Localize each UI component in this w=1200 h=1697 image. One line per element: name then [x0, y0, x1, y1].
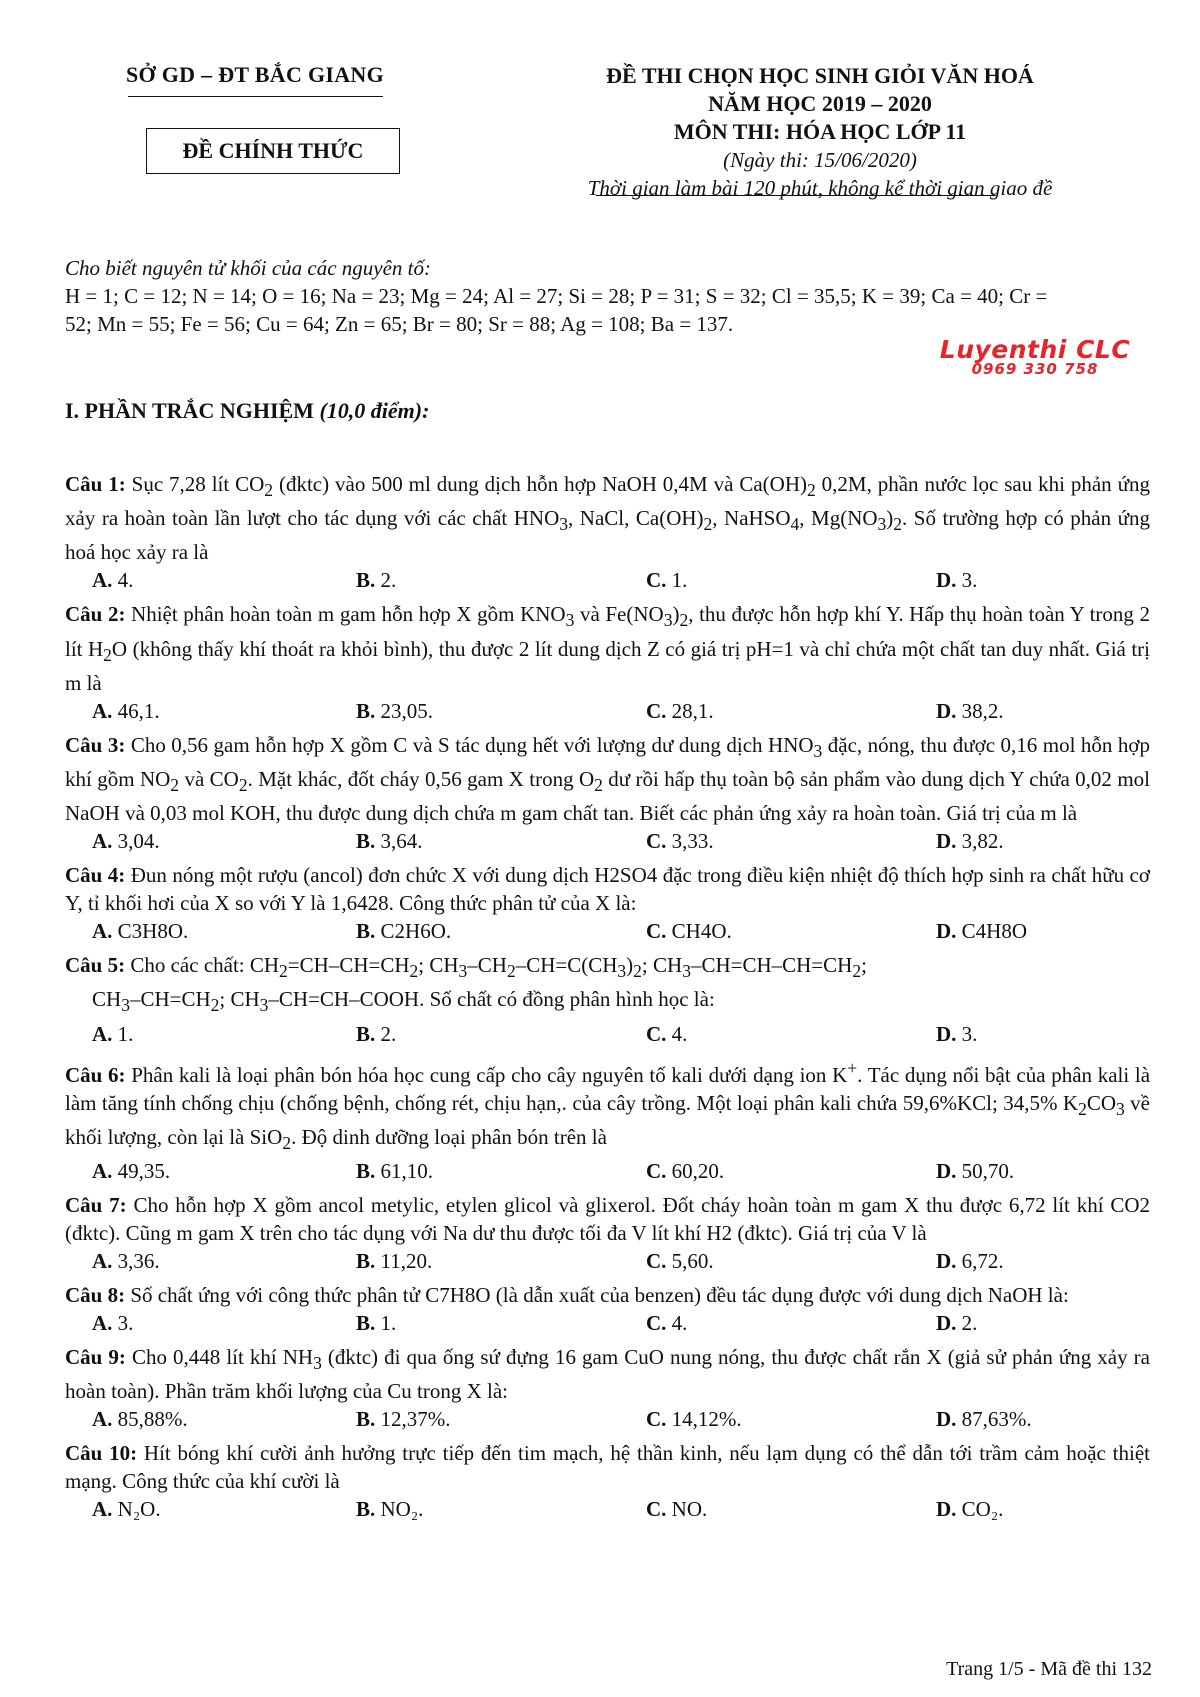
question-label: Câu 5: — [65, 953, 126, 978]
option-value: 3,64. — [380, 829, 423, 854]
option-value: 3,33. — [671, 829, 714, 854]
page-footer: Trang 1/5 - Mã đề thi 132 — [946, 1658, 1152, 1680]
section-points: (10,0 điểm): — [319, 398, 430, 423]
question-8: Câu 8: Số chất ứng với công thức phân tử C7H8O (là dẫn xuất của benzen) đều tác dụng được với dung dịch NaOH là: A. 3. B. 1. C. 4. D. 2. — [65, 1281, 1150, 1337]
header-left — [110, 62, 400, 97]
option-value: 4. — [671, 1021, 688, 1046]
option-value: NO. — [671, 1497, 708, 1522]
option-a — [92, 1157, 356, 1185]
option-letter: C. — [646, 698, 667, 723]
option-letter: A. — [92, 1248, 113, 1273]
option-b — [356, 1157, 646, 1185]
department-underline — [128, 96, 383, 97]
option-letter: A. — [92, 568, 113, 593]
option-c — [646, 697, 936, 725]
question-5: Câu 5: Cho các chất: $CH_2=CH-CH=CH_2$; $CH_3-CH_2-CH=C(CH_3)_2$; $CH_3-CH=CH-CH=CH_2$; $CH_3-CH=CH_2$; $CH_3-CH=CH$–COOH. Số chất có đồng phân hình học là: A. 1. B. 2. C. 4. D. 3. — [65, 951, 1150, 1047]
question-label: Câu 3: — [65, 732, 126, 757]
option-value: 3. — [961, 568, 978, 593]
option-value: 4. — [671, 1310, 688, 1335]
option-value: 60,20. — [671, 1158, 725, 1183]
option-value: 50,70. — [961, 1158, 1015, 1183]
exam-duration: Thời gian làm bài 120 phút, không kể thời gian giao đề — [587, 176, 1053, 200]
option-value: 2. — [961, 1310, 978, 1335]
atomic-mass-line-1: H = 1; C = 12; N = 14; O = 16; Na = 23; Mg = 24; Al = 27; Si = 28; P = 31; S = 32; Cl = 35,5; K = 39; Ca = 40; Cr = — [65, 284, 1048, 308]
option-value: 28,1. — [671, 698, 714, 723]
option-c — [646, 1405, 936, 1433]
option-c — [646, 1157, 936, 1185]
option-value: C4H8O — [961, 919, 1028, 944]
option-letter: C. — [646, 1310, 667, 1335]
department-name: SỞ GD – ĐT BẮC GIANG — [125, 62, 385, 87]
logo-phone: 0969 330 758 — [971, 360, 1099, 378]
option-b — [356, 1247, 646, 1275]
question-label: Câu 8: — [65, 1282, 126, 1307]
question-list — [65, 470, 1150, 1529]
question-4: Câu 4: Đun nóng một rượu (ancol) đơn chức X với dung dịch H2SO4 đặc trong điều kiện nhiệt độ thích hợp sinh ra chất hữu cơ Y, tỉ khối hơi của X so với Y là 1,6428. Công thức phân tử của X là: A. C3H8O. B. C2H6O. C. CH4O. D. C4H8O — [65, 863, 1150, 944]
option-a — [92, 1020, 356, 1048]
option-c — [646, 1309, 936, 1337]
option-letter: A. — [92, 1310, 113, 1335]
option-d — [936, 917, 1136, 945]
option-value: C3H8O. — [117, 919, 189, 944]
option-value: 49,35. — [117, 1158, 171, 1183]
question-6: Câu 6: Phân kali là loại phân bón hóa học cung cấp cho cây nguyên tố kali dưới dạng ion K+. Tác dụng nổi bật của phân kali là làm tăng tính chống chịu (chống bệnh, chống rét, chịu hạn,. của cây trồng. Một loại phân kali chứa 59,6%KCl; 34,5% $K_2CO_3$ về khối lượng, còn lại là SiO$_2$. Độ dinh dưỡng loại phân bón trên là A. 49,35. B. 61,10. C. 60,20. D. 50,70. — [65, 1057, 1151, 1183]
option-letter: B. — [356, 1497, 376, 1522]
option-letter: C. — [646, 1248, 667, 1273]
option-d — [936, 1020, 1136, 1048]
option-b — [356, 1309, 646, 1337]
watermark-logo — [920, 335, 1150, 378]
atomic-mass-info — [65, 254, 1150, 338]
option-value: 61,10. — [380, 1158, 434, 1183]
option-letter: A. — [92, 1497, 113, 1522]
option-letter: D. — [936, 568, 957, 593]
option-letter: B. — [356, 1158, 376, 1183]
option-d — [936, 827, 1136, 855]
option-b — [356, 566, 646, 594]
option-value: N₂O. — [117, 1497, 161, 1522]
option-letter: C. — [646, 568, 667, 593]
section-heading — [65, 398, 429, 424]
option-value: 3. — [117, 1310, 134, 1335]
option-letter: C. — [646, 1407, 667, 1432]
option-a — [92, 1247, 356, 1275]
option-letter: C. — [646, 1021, 667, 1046]
option-letter: A. — [92, 1021, 113, 1046]
option-d — [936, 566, 1136, 594]
question-7: Câu 7: Cho hỗn hợp X gồm ancol metylic, etylen glicol và glixerol. Đốt cháy hoàn toàn m gam X thu được 6,72 lít khí CO2 (đktc). Cũng m gam X trên cho tác dụng với Na dư thu được tối đa V lít khí H2 (đktc). Giá trị của V là A. 3,36. B. 11,20. C. 5,60. D. 6,72. — [65, 1192, 1151, 1273]
question-10: Câu 10: Hít bóng khí cười ảnh hưởng trực tiếp đến tim mạch, hệ thần kinh, nếu lạm dụng có thể dẫn tới trầm cảm hoặc thiệt mạng. Công thức của khí cười là A. N₂O. B. NO₂. C. NO. D. CO₂. — [65, 1441, 1150, 1522]
option-letter: A. — [92, 1407, 113, 1432]
option-letter: D. — [936, 1497, 957, 1522]
option-value: NO₂. — [380, 1497, 424, 1522]
option-a — [92, 697, 356, 725]
official-exam-box: ĐỀ CHÍNH THỨC — [146, 128, 400, 174]
option-c — [646, 917, 936, 945]
option-value: 14,12%. — [671, 1407, 742, 1432]
question-label: Câu 9: — [65, 1344, 126, 1369]
option-a — [92, 827, 356, 855]
option-c — [646, 1020, 936, 1048]
question-label: Câu 10: — [65, 1441, 138, 1466]
atomic-mass-line-2: 52; Mn = 55; Fe = 56; Cu = 64; Zn = 65; Br = 80; Sr = 88; Ag = 108; Ba = 137. — [65, 312, 734, 336]
option-letter: C. — [646, 1158, 667, 1183]
option-b — [356, 697, 646, 725]
option-letter: B. — [356, 829, 376, 854]
option-letter: D. — [936, 1021, 957, 1046]
option-value: 85,88%. — [117, 1407, 188, 1432]
option-value: 38,2. — [961, 698, 1004, 723]
option-b — [356, 1020, 646, 1048]
option-letter: D. — [936, 919, 957, 944]
option-value: 1. — [671, 568, 688, 593]
option-a — [92, 1495, 356, 1523]
exam-date: (Ngày thi: 15/06/2020) — [723, 148, 917, 172]
option-value: 46,1. — [117, 698, 160, 723]
question-9: Câu 9: Cho 0,448 lít khí $NH_3$ (đktc) đi qua ống sứ đựng 16 gam CuO nung nóng, thu được chất rắn X (giả sử phản ứng xảy ra hoàn toàn). Phần trăm khối lượng của Cu trong X là: A. 85,88%. B. 12,37%. C. 14,12%. D. 87,63%. — [65, 1344, 1150, 1432]
option-letter: C. — [646, 1497, 667, 1522]
option-b — [356, 827, 646, 855]
logo-name: Luyenthi CLC — [939, 335, 1131, 364]
question-3: Câu 3: Cho 0,56 gam hỗn hợp X gồm C và S tác dụng hết với lượng dư dung dịch $HNO_3$ đặc, nóng, thu được 0,16 mol hỗn hợp khí gồm $NO_2$ và $CO_2$. Mặt khác, đốt cháy 0,56 gam X trong $O_2$ dư rồi hấp thụ toàn bộ sản phẩm vào dung dịch Y chứa 0,02 mol NaOH và 0,03 mol KOH, thu được dung dịch chứa m gam chất tan. Biết các phản ứng xảy ra hoàn toàn. Giá trị của m là A. 3,04. B. 3,64. C. 3,33. D. 3,82. — [65, 732, 1151, 854]
question-label: Câu 2: — [65, 602, 126, 627]
option-b — [356, 1405, 646, 1433]
header-right — [520, 62, 1120, 202]
option-letter: D. — [936, 1407, 957, 1432]
option-value: 5,60. — [671, 1248, 714, 1273]
option-letter: D. — [936, 1310, 957, 1335]
option-letter: A. — [92, 698, 113, 723]
option-letter: A. — [92, 829, 113, 854]
option-value: 1. — [380, 1310, 397, 1335]
option-letter: C. — [646, 919, 667, 944]
option-d — [936, 1247, 1136, 1275]
atomic-mass-intro: Cho biết nguyên tử khối của các nguyên tố: — [65, 256, 432, 280]
option-letter: A. — [92, 1158, 113, 1183]
question-label: Câu 1: — [65, 472, 126, 496]
option-value: 3,04. — [117, 829, 160, 854]
option-value: 3,36. — [117, 1248, 160, 1273]
option-value: 2. — [380, 1021, 397, 1046]
question-1: Câu 1: Sục 7,28 lít $CO_2$ (đktc) vào 500 ml dung dịch hỗn hợp NaOH 0,4M và $Ca(OH)_2$ 0,2M, phần nước lọc sau khi phản ứng xảy ra hoàn toàn lần lượt cho tác dụng với các chất $HNO_3$, NaCl, $Ca(OH)_2$, NaHSO$_4$, $Mg(NO_3)_2$. Số trường hợp có phản ứng hoá học xảy ra là A. 4. B. 2. C. 1. D. 3. — [65, 472, 1150, 593]
option-value: 3,82. — [961, 829, 1004, 854]
option-letter: D. — [936, 698, 957, 723]
option-value: 6,72. — [961, 1248, 1004, 1273]
option-d — [936, 1157, 1136, 1185]
option-letter: B. — [356, 1248, 376, 1273]
option-b — [356, 917, 646, 945]
option-letter: D. — [936, 1158, 957, 1183]
option-a — [92, 1309, 356, 1337]
option-c — [646, 827, 936, 855]
option-value: CH4O. — [671, 919, 732, 944]
question-label: Câu 4: — [65, 863, 126, 888]
option-c — [646, 1247, 936, 1275]
option-a — [92, 917, 356, 945]
option-letter: B. — [356, 698, 376, 723]
option-b — [356, 1495, 646, 1523]
option-letter: B. — [356, 1021, 376, 1046]
option-value: 11,20. — [380, 1248, 433, 1273]
option-letter: D. — [936, 829, 957, 854]
question-label: Câu 7: — [65, 1192, 127, 1217]
option-letter: B. — [356, 919, 376, 944]
option-value: CO₂. — [961, 1497, 1004, 1522]
option-letter: B. — [356, 1310, 376, 1335]
option-value: 2. — [380, 568, 397, 593]
option-letter: D. — [936, 1248, 957, 1273]
option-letter: B. — [356, 1407, 376, 1432]
option-letter: B. — [356, 568, 376, 593]
header-underline — [596, 195, 996, 196]
option-c — [646, 1495, 936, 1523]
option-a — [92, 566, 356, 594]
option-value: 3. — [961, 1021, 978, 1046]
school-year: NĂM HỌC 2019 – 2020 — [708, 91, 932, 116]
option-value: 1. — [117, 1021, 134, 1046]
option-value: 87,63%. — [961, 1407, 1032, 1432]
option-letter: C. — [646, 829, 667, 854]
option-value: C2H6O. — [380, 919, 452, 944]
option-d — [936, 1309, 1136, 1337]
option-c — [646, 566, 936, 594]
option-value: 23,05. — [380, 698, 434, 723]
question-label: Câu 6: — [65, 1062, 126, 1087]
option-d — [936, 1495, 1136, 1523]
section-title: I. PHẦN TRẮC NGHIỆM — [65, 398, 314, 423]
option-d — [936, 1405, 1136, 1433]
exam-title: ĐỀ THI CHỌN HỌC SINH GIỎI VĂN HOÁ — [606, 63, 1034, 88]
option-a — [92, 1405, 356, 1433]
option-letter: A. — [92, 919, 113, 944]
option-value: 12,37%. — [380, 1407, 451, 1432]
option-d — [936, 697, 1136, 725]
exam-subject: MÔN THI: HÓA HỌC LỚP 11 — [673, 119, 967, 144]
question-2: Câu 2: Nhiệt phân hoàn toàn m gam hỗn hợp X gồm $KNO_3$ và $Fe(NO_3)_2$, thu được hỗn hợp khí Y. Hấp thụ hoàn toàn Y trong 2 lít $H_2O$ (không thấy khí thoát ra khỏi bình), thu được 2 lít dung dịch Z có giá trị pH=1 và chỉ chứa một chất tan duy nhất. Giá trị m là A. 46,1. B. 23,05. C. 28,1. D. 38,2. — [65, 602, 1151, 723]
option-value: 4. — [117, 568, 134, 593]
